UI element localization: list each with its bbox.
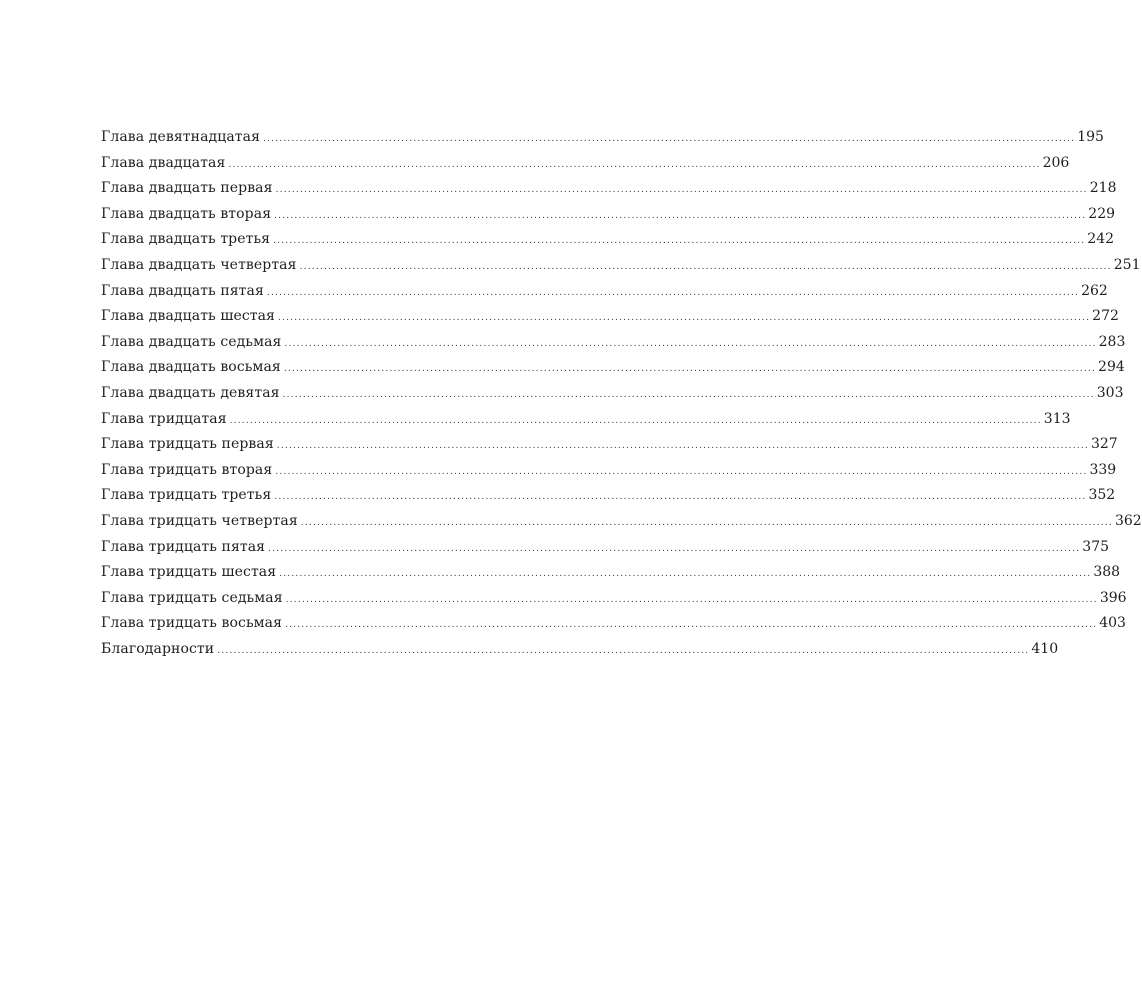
toc-entry [101,637,1059,663]
toc-entry-page: 339 [1089,461,1117,478]
toc-entry-page: 352 [1088,487,1116,504]
toc-entry-page: 283 [1098,333,1126,350]
toc-dot-leader: ........................................................................................................................................................................................................ [263,134,1076,144]
toc-entry-title: Глава двадцать пятая [101,282,264,299]
toc-dot-leader: ........................................................................................................................................................................................................ [274,492,1087,503]
toc-entry-title: Глава двадцатая [101,154,226,171]
toc-entry-page: 313 [1043,410,1071,427]
toc-entry [101,535,1110,561]
toc-entry-page: 242 [1087,231,1115,248]
toc-entry-title: Глава тридцать шестая [101,564,277,581]
toc-entry [101,381,1124,407]
toc-entry-title: Глава двадцать третья [101,231,271,248]
toc-dot-leader: ........................................................................................................................................................................................................ [228,159,1041,170]
toc-entry-title: Глава тридцать восьмая [101,615,283,632]
toc-dot-leader: ........................................................................................................................................................................................................ [279,569,1092,580]
toc-entry-title: Глава тридцать первая [101,436,274,453]
toc-entry-page: 303 [1096,384,1124,401]
toc-entry [101,151,1070,177]
toc-entry-title: Глава двадцать седьмая [101,333,282,350]
toc-entry-page: 410 [1031,640,1059,657]
toc-entry [101,253,1141,279]
toc-entry [101,304,1119,330]
toc-entry-title: Глава двадцать шестая [101,308,275,325]
toc-entry-title: Глава тридцать пятая [101,538,266,555]
toc-entry-page: 294 [1098,359,1125,376]
toc-dot-leader: ........................................................................................................................................................................................................ [283,364,1097,375]
toc-entry-title: Благодарности [101,640,215,657]
toc-entry [101,458,1117,484]
toc-entry [101,202,1116,228]
toc-dot-leader: ........................................................................................................................................................................................................ [275,466,1088,477]
toc-entry-title: Глава тридцать вторая [101,461,273,478]
toc-entry-page: 375 [1082,538,1110,555]
toc-entry-page: 403 [1099,615,1126,632]
toc-entry-page: 251 [1113,256,1141,273]
toc-dot-leader: ........................................................................................................................................................................................................ [285,594,1098,605]
toc-dot-leader: ........................................................................................................................................................................................................ [278,313,1091,324]
toc-entry-page: 388 [1093,564,1121,581]
toc-entry-title: Глава двадцать четвертая [101,256,297,273]
toc-entry [101,355,1125,381]
toc-entry [101,176,1117,202]
toc-entry [101,407,1071,433]
toc-entry-title: Глава тридцатая [101,410,227,427]
toc-entry [101,227,1115,253]
toc-dot-leader: ........................................................................................................................................................................................................ [266,287,1080,298]
table-of-contents [101,125,1142,662]
toc-entry [101,586,1127,612]
toc-entry-title: Глава двадцать вторая [101,205,272,222]
toc-entry-page: 262 [1081,282,1108,299]
toc-dot-leader: ........................................................................................................................................................................................................ [273,236,1086,247]
toc-dot-leader: ........................................................................................................................................................................................................ [282,389,1095,400]
toc-dot-leader: ........................................................................................................................................................................................................ [274,210,1087,221]
toc-dot-leader: ........................................................................................................................................................................................................ [275,185,1088,196]
toc-entry-title: Глава девятнадцатая [101,129,261,145]
toc-dot-leader: ........................................................................................................................................................................................................ [276,441,1089,452]
toc-dot-leader: ........................................................................................................................................................................................................ [299,261,1112,272]
toc-entry [101,611,1126,637]
toc-entry-page: 218 [1089,180,1117,197]
toc-entry [101,560,1121,586]
toc-dot-leader: ........................................................................................................................................................................................................ [284,338,1097,349]
toc-entry-title: Глава тридцать четвертая [101,512,298,529]
toc-dot-leader: ........................................................................................................................................................................................................ [229,415,1042,426]
toc-dot-leader: ........................................................................................................................................................................................................ [300,517,1113,528]
toc-entry-page: 195 [1077,129,1104,145]
toc-entry [101,432,1118,458]
toc-entry-title: Глава двадцать восьмая [101,359,281,376]
toc-entry-title: Глава тридцать третья [101,487,272,504]
toc-dot-leader: ........................................................................................................................................................................................................ [268,543,1081,554]
toc-entry-title: Глава тридцать седьмая [101,589,283,606]
toc-entry-page: 362 [1114,512,1142,529]
toc-entry-title: Глава двадцать первая [101,180,273,197]
toc-entry [101,330,1126,356]
toc-entry [101,483,1116,509]
toc-entry [101,125,1104,151]
toc-entry-page: 327 [1090,436,1118,453]
toc-entry-page: 272 [1092,308,1119,325]
toc-entry [101,279,1108,305]
toc-entry-page: 206 [1042,154,1070,171]
toc-entry-page: 229 [1088,205,1116,222]
toc-entry-page: 396 [1099,589,1127,606]
toc-dot-leader: ........................................................................................................................................................................................................ [285,620,1098,631]
toc-entry [101,509,1142,535]
toc-entry-title: Глава двадцать девятая [101,384,280,401]
toc-dot-leader: ........................................................................................................................................................................................................ [217,645,1030,656]
